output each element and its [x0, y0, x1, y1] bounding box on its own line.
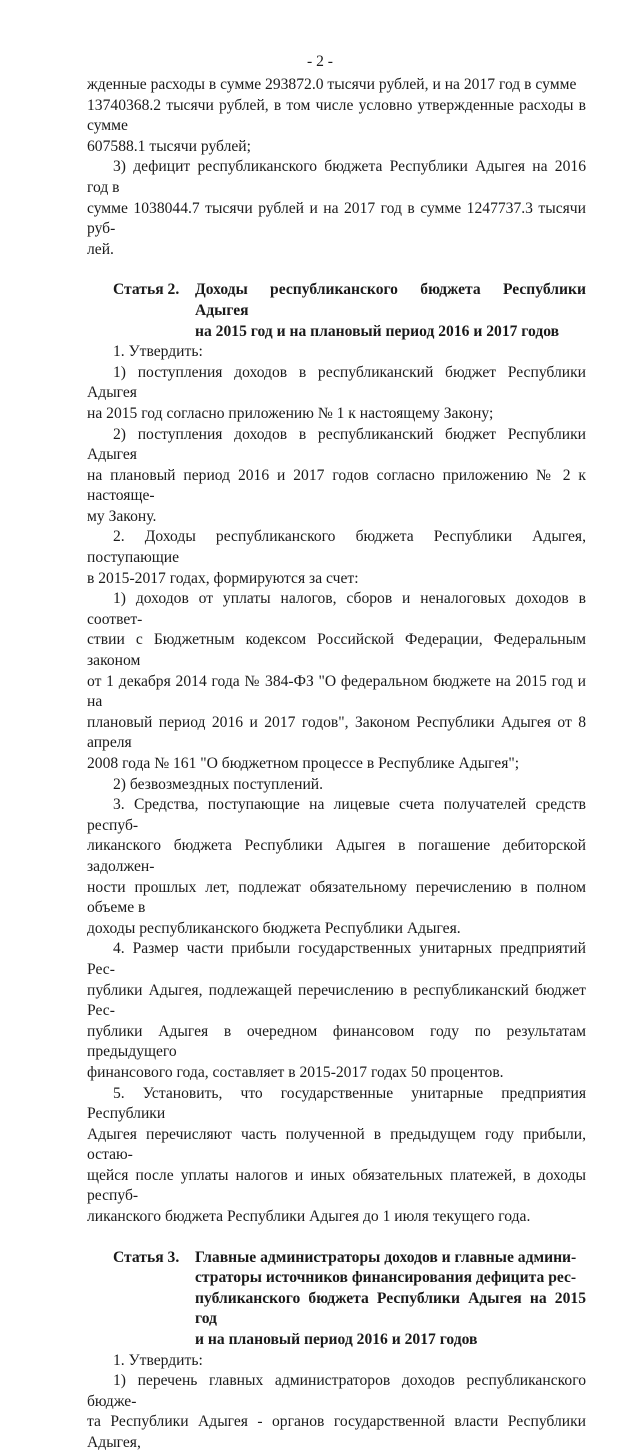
text-line: лей.: [87, 240, 114, 258]
article-title: [195, 280, 586, 342]
text-line: на плановый период 2016 и 2017 годов согласно приложению № 2 к настояще-: [87, 466, 586, 505]
text-line: жденные расходы в сумме 293872.0 тысячи рублей, и на 2017 год в сумме: [87, 76, 577, 93]
text-line: публики Адыгея в очередном финансовом году по результатам предыдущего: [87, 1022, 586, 1061]
paragraph: [87, 527, 586, 589]
text-line: 1) доходов от уплаты налогов, сборов и неналоговых доходов в соответ-: [87, 590, 586, 628]
text-line: 1. Утвердить:: [113, 343, 203, 361]
article-label: Статья 2.: [113, 281, 180, 299]
text-line: 2008 года № 161 "О бюджетном процессе в Республике Адыгея";: [87, 755, 520, 772]
text-line: ности прошлых лет, подлежат обязательному перечислению в полном объеме в: [87, 878, 586, 917]
text-line: в 2015-2017 годах, формируются за счет:: [87, 569, 359, 587]
text-line: 3. Средства, поступающие на лицевые счета получателей средств респуб-: [87, 796, 586, 834]
article-title: [195, 1248, 586, 1351]
article-3-heading: [87, 1248, 586, 1351]
paragraph: [87, 425, 586, 528]
text-line: на 2015 год согласно приложению № 1 к настоящему Закону;: [87, 404, 494, 422]
title-line: на 2015 год и на плановый период 2016 и 2017 годов: [195, 322, 560, 340]
text-line: ликанского бюджета Республики Адыгея до 1 июля текущего года.: [87, 1208, 531, 1226]
text-line: 3) дефицит республиканского бюджета Республики Адыгея на 2016 год в: [87, 158, 586, 196]
text-line: Адыгея перечисляют часть полученной в предыдущем году прибыли, остаю-: [87, 1125, 586, 1164]
article-3-content: [87, 1351, 586, 1454]
text-line: сумме 1038044.7 тысячи рублей и на 2017 год в сумме 1247737.3 тысячи руб-: [87, 199, 586, 238]
paragraph: [87, 1351, 586, 1372]
text-line: 5. Установить, что государственные унитарные предприятия Республики: [87, 1084, 586, 1123]
document-body: [87, 75, 586, 1454]
title-line: страторы источников финансирования дефицита рес-: [195, 1269, 577, 1287]
text-line: публики Адыгея, подлежащей перечислению в республиканский бюджет Рес-: [87, 981, 586, 1020]
text-line: 13740368.2 тысячи рублей, в том числе условно утвержденные расходы в сумме: [87, 96, 586, 135]
text-line: 607588.1 тысячи рублей;: [87, 137, 251, 155]
text-line: доходы республиканского бюджета Республики Адыгея.: [87, 919, 461, 937]
title-line: публиканского бюджета Республики Адыгея на 2015 год: [195, 1289, 586, 1328]
page-number: - 2 -: [307, 53, 333, 70]
article-2-content: [87, 342, 586, 1228]
text-line: щейся после уплаты налогов и иных обязательных платежей, в доходы респуб-: [87, 1166, 586, 1205]
text-line: 1. Утвердить:: [113, 1351, 203, 1369]
paragraph: [87, 775, 586, 796]
intro-paragraph: [87, 75, 586, 157]
text-line: та Республики Адыгея - органов государственной власти Республики Адыгея,: [87, 1413, 586, 1451]
text-line: 2) поступления доходов в республиканский бюджет Республики Адыгея: [87, 425, 586, 464]
article-label: Статья 3.: [113, 1248, 180, 1266]
text-line: ликанского бюджета Республики Адыгея в погашение дебиторской задолжен-: [87, 837, 586, 875]
title-line: и на плановый период 2016 и 2017 годов: [195, 1331, 478, 1349]
paragraph: [87, 795, 586, 939]
text-line: от 1 декабря 2014 года № 384-ФЗ "О федеральном бюджете на 2015 год и на: [87, 672, 586, 711]
paragraph: [87, 589, 586, 774]
text-line: 2. Доходы республиканского бюджета Республики Адыгея, поступающие: [87, 528, 586, 567]
text-line: финансового года, составляет в 2015-2017 годах 50 процентов.: [87, 1063, 504, 1081]
title-line: Главные администраторы доходов и главные админи-: [195, 1248, 577, 1266]
text-line: 2) безвозмездных поступлений.: [113, 775, 324, 793]
text-line: му Закону.: [87, 507, 157, 525]
text-line: 1) перечень главных администраторов доходов республиканского бюдже-: [87, 1372, 586, 1410]
text-line: плановый период 2016 и 2017 годов", Законом Республики Адыгея от 8 апреля: [87, 713, 586, 752]
title-line: Доходы республиканского бюджета Республики Адыгея: [195, 281, 586, 319]
paragraph: [87, 1371, 586, 1453]
paragraph: [87, 939, 586, 1083]
paragraph: [87, 342, 586, 363]
article-2-heading: [87, 280, 586, 342]
paragraph: [87, 1084, 586, 1228]
text-line: 4. Размер части прибыли государственных унитарных предприятий Рес-: [87, 940, 586, 978]
text-line: 1) поступления доходов в республиканский бюджет Республики Адыгея: [87, 363, 586, 402]
text-line: ствии с Бюджетным кодексом Российской Федерации, Федеральным законом: [87, 631, 586, 670]
paragraph: [87, 363, 586, 425]
intro-item-3: [87, 157, 586, 260]
